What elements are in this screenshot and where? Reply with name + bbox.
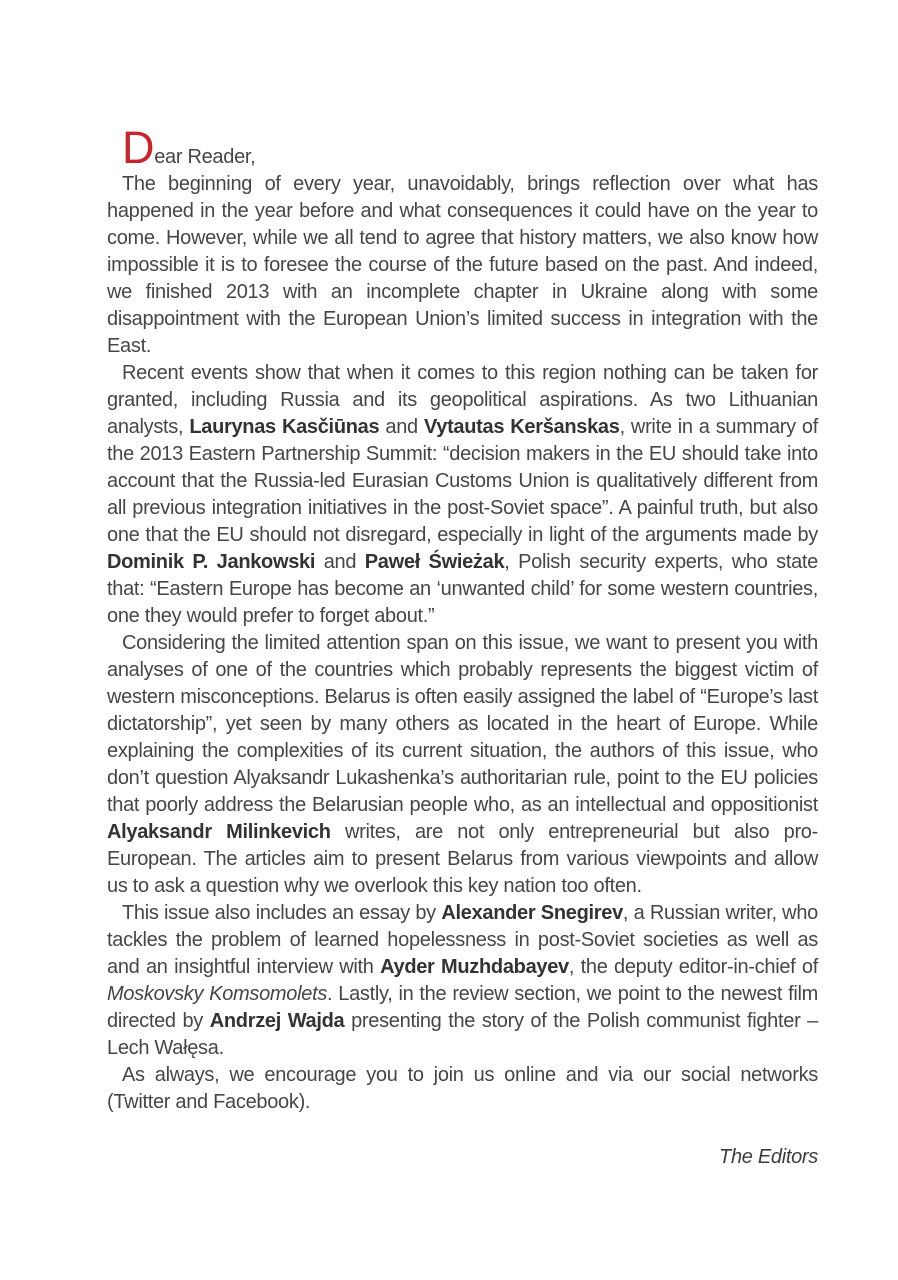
text-segment: Alyaksandr Milinkevich	[107, 821, 331, 843]
salutation-text: ear Reader,	[154, 146, 256, 168]
text-segment: . Lastly, in the review section, we point to the newest film directed by	[107, 983, 818, 1032]
text-segment: , write in a summary of the 2013 Eastern Partnership Summit: “decision makers in the EU should take into account that the Russia-led Eurasian Customs Union is qualitatively different from all previous integration initiatives in the post-Soviet space”. A painful truth, but also one that the EU should not disregard, especially in light of the arguments made by	[107, 416, 819, 546]
text-segment: Considering the limited attention span on this issue, we want to present you with analyses of one of the countries which probably represents the biggest victim of western misconceptions. Belarus is often easily assigned the label of “Europe’s last dictatorship”, yet seen by many others as located in the heart of Europe. While explaining the complexities of its current situation, the authors of this issue, who don’t question Alyaksandr Lukashenka’s authoritarian rule, point to the EU policies that poorly address the Belarusian people who, as an intellectual and oppositionist	[107, 632, 818, 816]
text-segment: Paweł Świeżak	[364, 551, 505, 573]
paragraph	[107, 171, 818, 360]
paragraph	[107, 630, 818, 900]
text-segment: presenting the story of the Polish communist fighter – Lech Wałęsa.	[107, 1010, 818, 1059]
text-segment: Alexander Snegirev	[441, 902, 623, 924]
letter-body	[107, 171, 818, 1116]
text-segment: As always, we encourage you to join us online and via our social networks (Twitter and Facebook).	[107, 1064, 818, 1113]
dropcap-letter: D	[122, 122, 155, 173]
text-segment: , the deputy editor-in-chief of	[568, 956, 818, 978]
text-segment: , Polish security experts, who state that: “Eastern Europe has become an ‘unwanted child’ for some western countries, one they would prefer to forget about.”	[107, 551, 818, 627]
paragraph	[107, 900, 818, 1062]
paragraph	[107, 360, 818, 630]
text-segment: Dominik P. Jankowski	[107, 551, 316, 573]
signature: The Editors	[719, 1146, 818, 1168]
letter-content	[107, 122, 819, 1171]
text-segment: , a Russian writer, who tackles the problem of learned hopelessness in post-Soviet societies as well as and an insightful interview with	[107, 902, 818, 978]
text-segment: Vytautas Keršanskas	[423, 416, 620, 438]
text-segment: and	[315, 551, 365, 573]
paragraph	[107, 1062, 818, 1116]
text-segment: Moskovsky Komsomolets	[107, 983, 328, 1005]
text-segment: and	[379, 416, 424, 438]
text-segment: Laurynas Kasčiūnas	[189, 416, 380, 438]
salutation	[107, 122, 818, 173]
text-segment: Recent events show that when it comes to this region nothing can be taken for granted, including Russia and its geopolitical aspirations. As two Lithuanian analysts,	[107, 362, 818, 438]
text-segment: The beginning of every year, unavoidably, brings reflection over what has happened in the year before and what consequences it could have on the year to come. However, while we all tend to agree that history matters, we also know how impossible it is to foresee the course of the future based on the past. And indeed, we finished 2013 with an incomplete chapter in Ukraine along with some disappointment with the European Union’s limited success in integration with the East.	[107, 173, 818, 357]
text-segment: writes, are not only entrepreneurial but also pro-European. The articles aim to present Belarus from various viewpoints and allow us to ask a question why we overlook this key nation too often.	[107, 821, 818, 897]
text-segment: Andrzej Wajda	[209, 1010, 345, 1032]
text-segment: Ayder Muzhdabayev	[380, 956, 569, 978]
text-segment: This issue also includes an essay by	[122, 902, 442, 924]
